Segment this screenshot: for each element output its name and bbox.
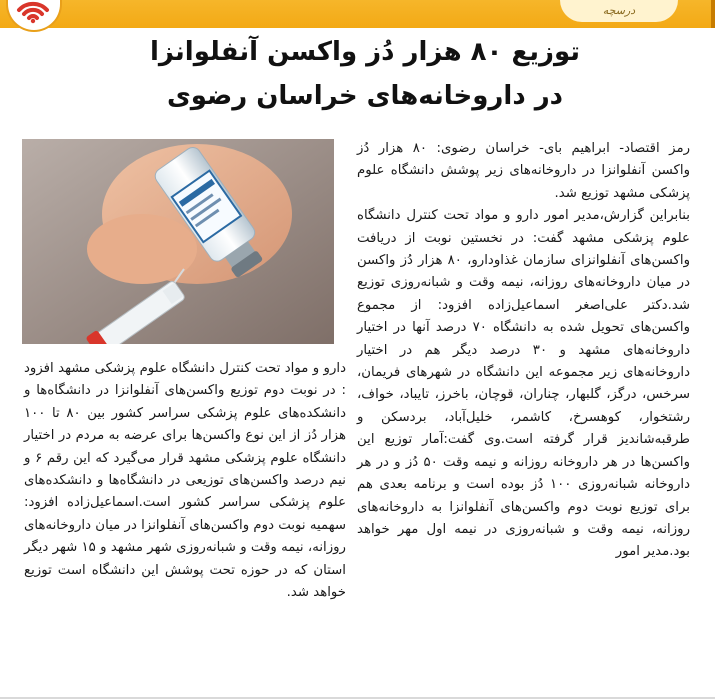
vaccine-syringe-illustration [22, 139, 334, 344]
vaccine-photo [22, 139, 334, 344]
article-continuation-paragraph: دارو و مواد تحت کنترل دانشگاه علوم پزشکی مشهد افزود : در نوبت دوم توزیع واکسن‌های آنفلوانزا در دانشگاه‌ها و دانشکده‌های علوم پزشکی سراسر کشور بین ۸۰ تا ۱۰۰ هزار دُز از این نوع واکسن‌ها برای عرضه به مردم در اختیار دانشگاه علوم پزشکی مشهد قرار می‌گیرد که این رقم ۶ و نیم درصد واکسن‌های توزیعی در دانشگاه‌ها و دانشکده‌های علوم پزشکی سراسر کشور است.اسماعیل‌زاده افزود: سهمیه نوبت دوم واکسن‌های آنفلوانزا در میان داروخانه‌های روزانه، نیمه وقت و شبانه‌روزی شهر مشهد و ۱۵ شهر دیگر استان که در حوزه تحت پوشش این دانشگاه است توزیع خواهد شد. [24, 361, 346, 601]
article-column-right [357, 138, 690, 564]
article-column-left [24, 358, 346, 604]
headline-line-1: توزیع ۸۰ هزار دُز واکسن آنفلوانزا [149, 37, 581, 67]
header-right-border [711, 0, 715, 28]
section-label: درسچه [560, 0, 678, 22]
article-headline [70, 30, 660, 118]
headline-line-2: در داروخانه‌های خراسان رضوی [166, 81, 564, 111]
article-body-paragraph: بنابراین گزارش،مدیر امور دارو و مواد تحت کنترل دانشگاه علوم پزشکی مشهد گفت: در نخستین نوبت از دریافت واکسن‌های آنفلوانزای سازمان غذاودارو، ۸۰ هزار دُز واکسن در میان داروخانه‌های روزانه، نیمه وقت و شبانه‌روزی توزیع شد.دکتر علی‌اصغر اسماعیل‌زاده افزود: از مجموع واکسن‌های تحویل شده به دانشگاه ۷۰ درصد آنها در اختیار داروخانه‌های مشهد و ۳۰ درصد دیگر هم در اختیار داروخانه‌های زیر مجموعه این دانشگاه در شهرهای فریمان، سرخس، درگز، گلبهار، چناران، قوچان، باخرز، تایباد، خواف، رشتخوار، کوهسرخ، کاشمر، خلیل‌آباد، بردسکن و طرقبه‌شاندیز قرار گرفته است.وی گفت:آمار توزیع این واکسن‌ها در هر داروخانه روزانه و نیمه وقت ۵۰ دُز و در هر داروخانه شبانه‌روزی ۱۰۰ دُز بوده است و برنامه بعدی هم برای توزیع نوبت دوم واکسن‌های آنفلوانزا به داروخانه‌های روزانه، نیمه وقت و شبانه‌روزی در نیمه اول مهر خواهد بود.مدیر امور [357, 208, 691, 560]
wifi-icon [16, 0, 50, 24]
article-lead-paragraph: رمز اقتصاد- ابراهیم بای- خراسان رضوی: ۸۰ هزار دُز واکسن آنفلوانزا در داروخانه‌های زیر پوشش دانشگاه علوم پزشکی مشهد توزیع شد. [357, 141, 690, 201]
